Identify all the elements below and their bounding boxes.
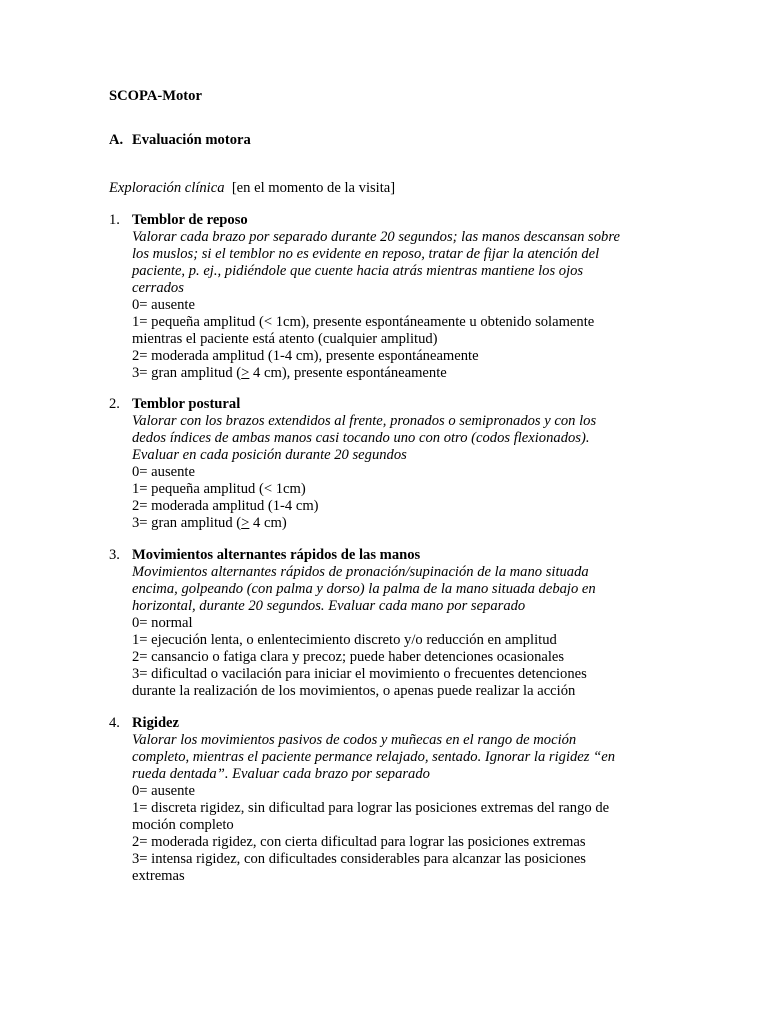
item-description-line: paciente, p. ej., pidiéndole que cuente hacia atrás mientras mantiene los ojos (132, 263, 584, 279)
item-number: 3. (109, 547, 120, 563)
score-3-suffix: 4 cm) (249, 515, 287, 531)
greater-equal-symbol: > (241, 365, 250, 381)
score-0: 0= normal (132, 615, 193, 631)
document-title: SCOPA-Motor (109, 88, 202, 104)
score-1: 1= pequeña amplitud (< 1cm), presente espontáneamente u obtenido solamente (132, 314, 595, 330)
score-2: 2= moderada amplitud (1-4 cm) (132, 498, 319, 514)
score-3 (132, 515, 672, 532)
score-3-suffix: 4 cm), presente espontáneamente (249, 365, 447, 381)
item-description-line: rueda dentada”. Evaluar cada brazo por separado (132, 766, 430, 782)
score-3-continuation: durante la realización de los movimientos, o apenas puede realizar la acción (132, 683, 576, 699)
section-letter: A. (109, 132, 124, 148)
item-description-line: horizontal, durante 20 segundos. Evaluar cada mano por separado (132, 598, 526, 614)
score-3-continuation: extremas (132, 868, 185, 884)
item-description-line: completo, mientras el paciente permance relajado, sentado. Ignorar la rigidez “en (132, 749, 616, 765)
intro-note: [en el momento de la visita] (231, 180, 396, 196)
score-3: 3= intensa rigidez, con dificultades considerables para alcanzar las posiciones (132, 851, 586, 867)
score-2: 2= moderada rigidez, con cierta dificultad para lograr las posiciones extremas (132, 834, 586, 850)
item-title: Rigidez (132, 715, 180, 731)
score-1-continuation: mientras el paciente está atento (cualquier amplitud) (132, 331, 438, 347)
score-3: 3= dificultad o vacilación para iniciar el movimiento o frecuentes detenciones (132, 666, 587, 682)
item-body (132, 212, 672, 382)
item-body (132, 715, 672, 885)
score-1: 1= ejecución lenta, o enlentecimiento discreto y/o reducción en amplitud (132, 632, 557, 648)
score-3-prefix: 3= gran amplitud ( (132, 365, 242, 381)
intro-line (109, 180, 395, 197)
item-title: Temblor de reposo (132, 212, 248, 228)
score-0: 0= ausente (132, 297, 195, 313)
score-3 (132, 365, 672, 382)
score-3-prefix: 3= gran amplitud ( (132, 515, 242, 531)
item-description-line: Evaluar en cada posición durante 20 segundos (132, 447, 407, 463)
item-description-line: dedos índices de ambas manos casi tocando uno con otro (codos flexionados). (132, 430, 590, 446)
item-title: Movimientos alternantes rápidos de las manos (132, 547, 421, 563)
item-body (132, 547, 672, 700)
score-2: 2= moderada amplitud (1-4 cm), presente espontáneamente (132, 348, 479, 364)
item-description-line: Valorar los movimientos pasivos de codos y muñecas en el rango de moción (132, 732, 577, 748)
greater-equal-symbol: > (241, 515, 250, 531)
score-1: 1= discreta rigidez, sin dificultad para lograr las posiciones extremas del rango de (132, 800, 610, 816)
score-1-continuation: moción completo (132, 817, 234, 833)
section-heading-text: Evaluación motora (132, 132, 251, 148)
score-0: 0= ausente (132, 464, 195, 480)
item-description-line: cerrados (132, 280, 184, 296)
score-1: 1= pequeña amplitud (< 1cm) (132, 481, 306, 497)
item-description-line: Valorar cada brazo por separado durante 20 segundos; las manos descansan sobre (132, 229, 620, 245)
item-body (132, 396, 672, 532)
score-2: 2= cansancio o fatiga clara y precoz; puede haber detenciones ocasionales (132, 649, 565, 665)
item-description-line: Movimientos alternantes rápidos de pronación/supinación de la mano situada (132, 564, 589, 580)
item-number: 4. (109, 715, 120, 731)
item-description-line: los muslos; si el temblor no es evidente en reposo, tratar de fijar la atención del (132, 246, 600, 262)
item-description-line: encima, golpeando (con palma y dorso) la palma de la mano situada debajo en (132, 581, 596, 597)
item-number: 2. (109, 396, 120, 412)
item-number: 1. (109, 212, 120, 228)
section-heading (109, 132, 251, 149)
score-0: 0= ausente (132, 783, 195, 799)
item-description-line: Valorar con los brazos extendidos al frente, pronados o semipronados y con los (132, 413, 597, 429)
intro-italic: Exploración clínica (109, 180, 225, 196)
item-title: Temblor postural (132, 396, 241, 412)
